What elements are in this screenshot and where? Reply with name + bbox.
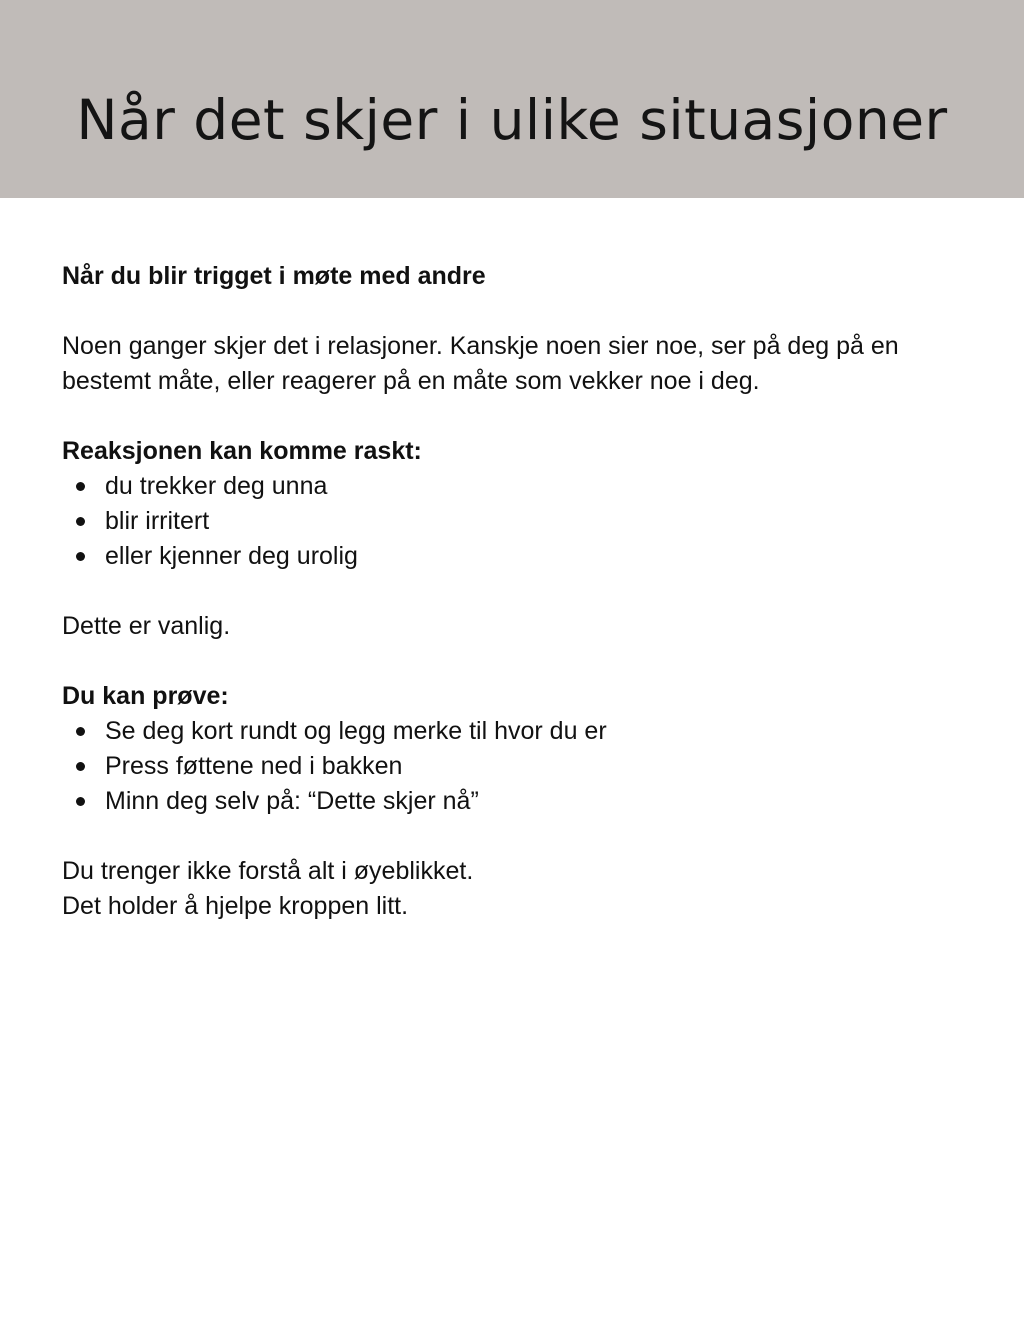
section-heading: Når du blir trigget i møte med andre [62, 262, 486, 290]
bullet-icon [76, 797, 85, 806]
list-item-text: Se deg kort rundt og legg merke til hvor du er [105, 717, 607, 745]
spacer [62, 644, 972, 679]
spacer [62, 294, 972, 329]
list-item-text: du trekker deg unna [105, 472, 328, 500]
list-item [62, 714, 972, 749]
bullet-icon [76, 727, 85, 736]
intro-paragraph-line: Noen ganger skjer det i relasjoner. Kanskje noen sier noe, ser på deg på en [62, 332, 899, 360]
closing-line: Du trenger ikke forstå alt i øyeblikket. [62, 857, 474, 885]
list-item [62, 539, 972, 574]
list-item [62, 469, 972, 504]
list-item [62, 784, 972, 819]
intro-paragraph-line: bestemt måte, eller reagerer på en måte som vekker noe i deg. [62, 367, 760, 395]
bullet-icon [76, 517, 85, 526]
spacer [62, 399, 972, 434]
bullet-icon [76, 762, 85, 771]
reactions-heading: Reaksjonen kan komme raskt: [62, 437, 422, 465]
bullet-icon [76, 552, 85, 561]
bullet-icon [76, 482, 85, 491]
document-body [62, 259, 972, 924]
page-title: Når det skjer i ulike situasjoner [76, 88, 948, 152]
reactions-list [62, 469, 972, 574]
list-item-text: Press føttene ned i bakken [105, 752, 403, 780]
normal-note: Dette er vanlig. [62, 612, 231, 640]
list-item [62, 504, 972, 539]
spacer [62, 574, 972, 609]
try-list [62, 714, 972, 819]
try-heading: Du kan prøve: [62, 682, 229, 710]
closing-line: Det holder å hjelpe kroppen litt. [62, 892, 409, 920]
list-item-text: eller kjenner deg urolig [105, 542, 358, 570]
spacer [62, 819, 972, 854]
list-item-text: blir irritert [105, 507, 210, 535]
list-item-text: Minn deg selv på: “Dette skjer nå” [105, 787, 479, 815]
list-item [62, 749, 972, 784]
header-band [0, 0, 1024, 198]
